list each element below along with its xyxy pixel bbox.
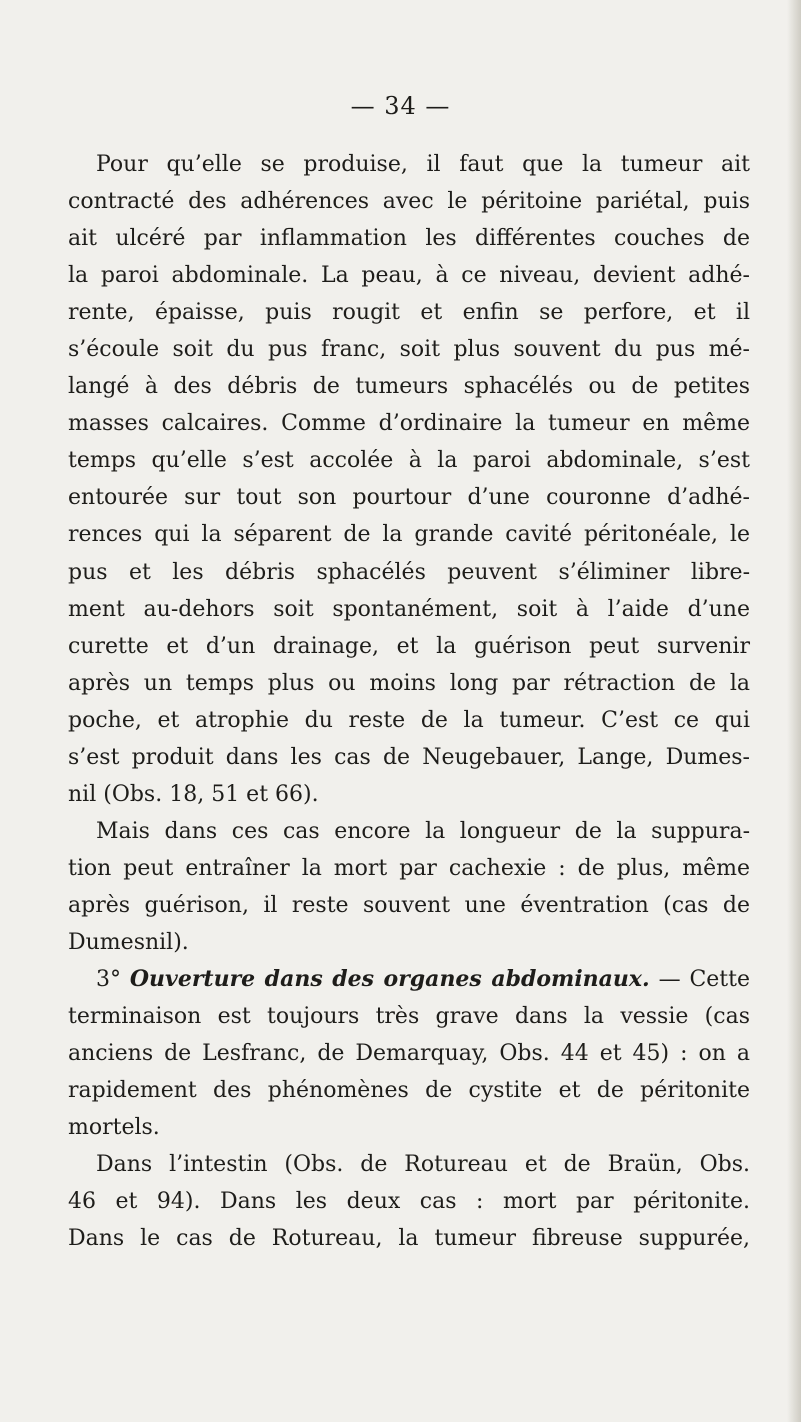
text-line: rences qui la séparent de la grande cavité péritonéale, le: [68, 522, 750, 548]
text-line: mortels.: [68, 1115, 160, 1141]
text-line: langé à des débris de tumeurs sphacélés ou de petites: [68, 374, 750, 400]
text-line: s’écoule soit du pus franc, soit plus souvent du pus mé-: [68, 337, 750, 363]
text-line: poche, et atrophie du reste de la tumeur. C’est ce qui: [68, 707, 750, 733]
text-line: s’est produit dans les cas de Neugebauer, Lange, Dumes-: [68, 744, 750, 770]
text-line: après guérison, il reste souvent une éventration (cas de: [68, 892, 750, 918]
text-line: Dans le cas de Rotureau, la tumeur fibreuse suppurée,: [68, 1226, 750, 1252]
text-line: masses calcaires. Comme d’ordinaire la tumeur en même: [68, 411, 750, 437]
text-line: anciens de Lesfranc, de Demarquay, Obs. 44 et 45) : on a: [68, 1041, 750, 1067]
text-line: contracté des adhérences avec le péritoine pariétal, puis: [68, 189, 750, 215]
text-line: 46 et 94). Dans les deux cas : mort par péritonite.: [68, 1189, 750, 1215]
text-line: Dumesnil).: [68, 929, 189, 955]
text-line: Pour qu’elle se produise, il faut que la tumeur ait: [96, 152, 750, 177]
body-text: [68, 146, 750, 1257]
section-heading: Ouverture dans des organes abdominaux.: [129, 966, 650, 993]
text-line: temps qu’elle s’est accolée à la paroi abdominale, s’est: [68, 448, 750, 474]
section-number: 3°: [96, 967, 121, 993]
text-line: pus et les débris sphacélés peuvent s’éliminer libre-: [68, 559, 750, 585]
text-line: curette et d’un drainage, et la guérison peut survenir: [68, 633, 750, 659]
text-line: tion peut entraîner la mort par cachexie : de plus, même: [68, 855, 750, 881]
text-line: nil (Obs. 18, 51 et 66).: [68, 781, 319, 807]
text-line: rapidement des phénomènes de cystite et de péritonite: [68, 1078, 750, 1104]
text-line: rente, épaisse, puis rougit et enfin se perfore, et il: [68, 300, 750, 326]
text-line: ment au-dehors soit spontanément, soit à l’aide d’une: [68, 596, 750, 622]
text-line: entourée sur tout son pourtour d’une couronne d’adhé-: [68, 485, 750, 511]
text-line: ait ulcéré par inflammation les différentes couches de: [68, 226, 750, 252]
text-line: Mais dans ces cas encore la longueur de la suppura-: [96, 818, 750, 844]
text-line: [68, 961, 750, 998]
text-line: Dans l’intestin (Obs. de Rotureau et de Braün, Obs.: [96, 1152, 750, 1178]
section-heading-tail: — Cette: [649, 967, 750, 993]
page-edge-shadow: [787, 0, 801, 1422]
text-line: terminaison est toujours très grave dans la vessie (cas: [68, 1004, 750, 1030]
text-line: après un temps plus ou moins long par rétraction de la: [68, 670, 750, 696]
text-line: la paroi abdominale. La peau, à ce niveau, devient adhé-: [68, 263, 750, 289]
page-number: — 34 —: [350, 92, 451, 120]
